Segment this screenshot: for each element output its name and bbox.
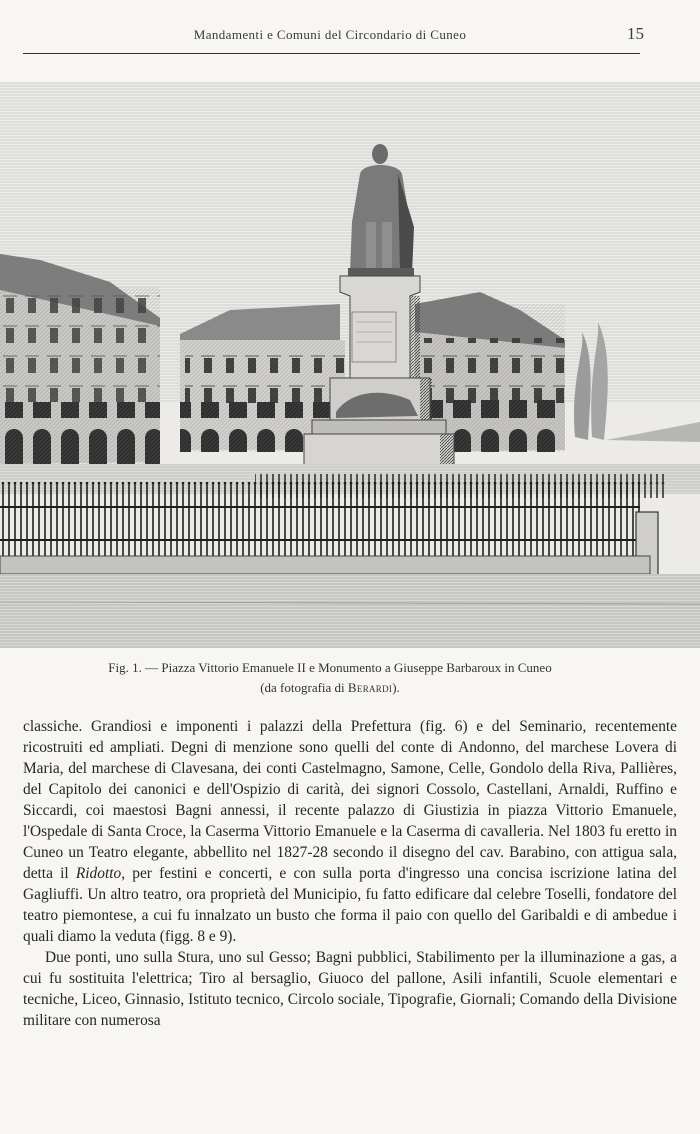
paragraph-1	[23, 716, 677, 947]
page-header	[0, 24, 700, 50]
caption-source-line	[40, 678, 620, 698]
header-rule	[23, 53, 640, 54]
running-title: Mandamenti e Comuni del Circondario di Cuneo	[193, 27, 467, 42]
caption-source-open: (da fotografia di	[260, 680, 348, 695]
page-number: 15	[627, 24, 644, 43]
caption-title: Fig. 1. — Piazza Vittorio Emanuele II e Monumento a Giuseppe Barbaroux in Cuneo	[108, 660, 552, 675]
paragraph-2: Due ponti, uno sulla Stura, uno sul Gesso; Bagni pubblici, Stabilimento per la illuminazione a gas, a cui fu sostituita l'elettrica; Tiro al bersaglio, Giuoco del pallone, Asili infantili, Scuole elementari e tecniche, Liceo, Ginnasio, Istituto tecnico, Circolo sociale, Tipografie, Giornali; Comando della Divisione militare con numerosa	[23, 949, 677, 1029]
caption-photographer: Berardi	[347, 680, 393, 695]
paragraph-1-part-b: , per festini e concerti, e con sulla porta d'ingresso una concisa iscrizione latina del Gagliuffi. Un altro teatro, ora proprietà del Municipio, fu fatto edificare dal celebre Toselli, fondatore del teatro piemontese, a cui fu innalzato un busto che forma il paio con quello del Garibaldi e di ambedue i quali diamo la veduta (figg. 8 e 9).	[23, 865, 677, 945]
figure-caption	[40, 658, 620, 698]
caption-source-close: ).	[392, 680, 400, 695]
paragraph-1-part-a: classiche. Grandiosi e imponenti i palazzi della Prefettura (fig. 6) e del Seminario, recentemente ricostruiti ed ampliati. Degni di menzione sono quelli del conte di Andonno, del marchese Lovera di Maria, del marchese di Clavesana, dei conti Castelmagno, Samone, Celle, Gondolo della Riva, Pallières, del Capitolo dei canonici e dell'Ospizio di carità, dei signori Cossolo, Castellani, Arnaldi, Ruffino e Siccardi, coi maestosi Bagni annessi, il recente palazzo di Giustizia in piazza Vittorio Emanuele, l'Ospedale di Santa Croce, la Caserma Vittorio Emanuele e la Caserma di cavalleria. Nel 1803 fu eretto in Cuneo un Teatro elegante, abbellito nel 1827-28 secondo il disegno del cav. Barabino, con attigua sala, detta il	[23, 718, 677, 882]
ridotto-italic: Ridotto	[75, 865, 122, 882]
engraving-figure	[0, 82, 700, 648]
engraving-illustration	[0, 82, 700, 648]
body-text	[23, 716, 677, 1031]
